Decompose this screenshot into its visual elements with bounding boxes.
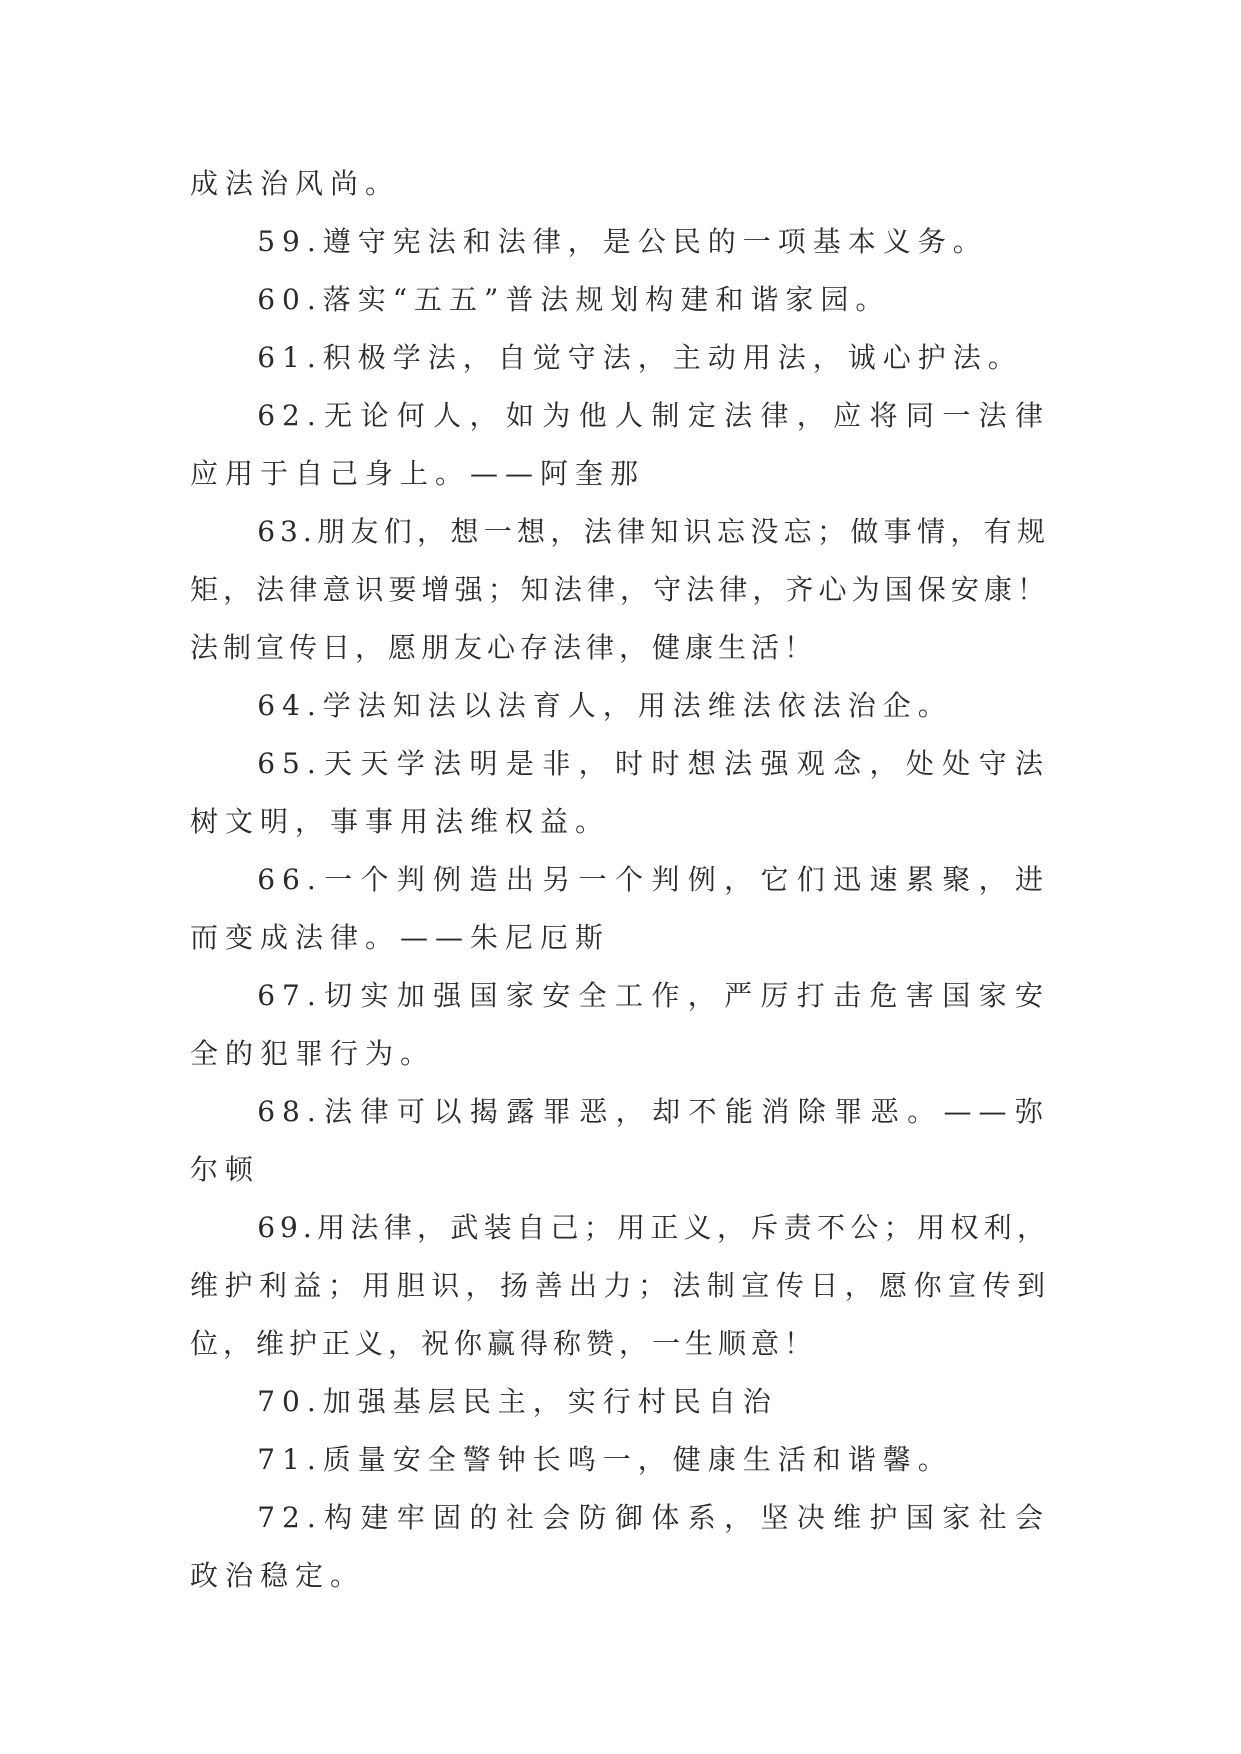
slogan-68: 68.法律可以揭露罪恶，却不能消除罪恶。——弥尔顿 [190, 1095, 1050, 1186]
slogan-63: 63.朋友们，想一想，法律知识忘没忘；做事情，有规矩，法律意识要增强；知法律，守法律，齐心为国保安康！法制宣传日，愿朋友心存法律，健康生活！ [190, 515, 1050, 664]
slogan-70: 70.加强基层民主，实行村民自治 [257, 1385, 778, 1418]
document-page [190, 155, 1050, 1605]
slogan-61: 61.积极学法，自觉守法，主动用法，诚心护法。 [257, 341, 1023, 374]
slogan-66: 66.一个判例造出另一个判例，它们迅速累聚，进而变成法律。——朱尼厄斯 [190, 863, 1050, 954]
slogan-67: 67.切实加强国家安全工作，严厉打击危害国家安全的犯罪行为。 [190, 979, 1050, 1070]
slogan-72: 72.构建牢固的社会防御体系，坚决维护国家社会政治稳定。 [190, 1501, 1050, 1592]
slogan-60: 60.落实“五五”普法规划构建和谐家园。 [257, 283, 891, 316]
paragraph-continuation: 成法治风尚。 [190, 167, 401, 200]
slogan-69: 69.用法律，武装自己；用正义，斥责不公；用权利，维护利益；用胆识，扬善出力；法制宣传日，愿你宣传到位，维护正义，祝你赢得称赞，一生顺意！ [190, 1211, 1050, 1360]
slogan-64: 64.学法知法以法育人，用法维法依法治企。 [257, 689, 953, 722]
slogan-71: 71.质量安全警钟长鸣一，健康生活和谐馨。 [257, 1443, 953, 1476]
slogan-59: 59.遵守宪法和法律，是公民的一项基本义务。 [257, 225, 988, 258]
slogan-65: 65.天天学法明是非，时时想法强观念，处处守法树文明，事事用法维权益。 [190, 747, 1050, 838]
slogan-62: 62.无论何人，如为他人制定法律，应将同一法律应用于自己身上。——阿奎那 [190, 399, 1050, 490]
